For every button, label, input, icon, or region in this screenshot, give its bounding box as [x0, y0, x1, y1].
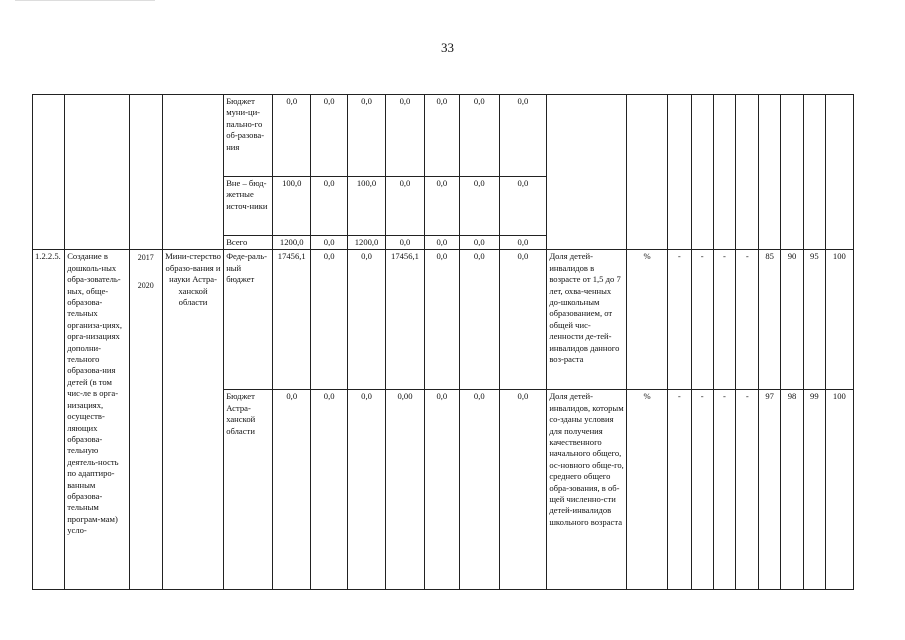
indicator-value-cell: - — [736, 390, 759, 590]
empty-cell — [547, 95, 627, 250]
indicator-cell: Доля детей-инвалидов, которым со-зданы условия для получения качественного начального общего, ос-новного обще-го, среднего общего обра-зования, в об-щей численно-сти детей-инвалидов школьного возраста — [547, 390, 627, 590]
value-cell: 0,0 — [424, 177, 459, 236]
funding-source-cell: Вне – бюд-жетные источ-ники — [224, 177, 273, 236]
value-cell: 0,0 — [311, 236, 347, 250]
value-cell: 0,0 — [311, 95, 347, 177]
value-cell: 0,0 — [273, 95, 311, 177]
year-start: 2017 — [137, 253, 154, 263]
indicator-value-cell: 85 — [759, 250, 781, 390]
empty-cell — [65, 95, 129, 250]
empty-cell — [759, 95, 781, 250]
unit-cell: % — [627, 390, 668, 590]
value-cell: 0,0 — [424, 236, 459, 250]
empty-cell — [162, 95, 223, 250]
value-cell: 0,0 — [347, 250, 385, 390]
value-cell: 0,0 — [499, 95, 547, 177]
table-row — [33, 95, 854, 177]
empty-cell — [667, 95, 691, 250]
value-cell: 0,0 — [424, 390, 459, 590]
value-cell: 0,0 — [499, 177, 547, 236]
empty-cell — [33, 95, 65, 250]
value-cell: 0,0 — [460, 390, 499, 590]
value-cell: 0,0 — [460, 250, 499, 390]
item-period-cell — [129, 250, 162, 590]
value-cell: 0,0 — [386, 236, 424, 250]
indicator-cell: Доля детей-инвалидов в возрасте от 1,5 до 7 лет, охва-ченных до-школьным образованием, от общей чис-ленности де-тей-инвалидов данного воз-раста — [547, 250, 627, 390]
empty-cell — [825, 95, 853, 250]
value-cell: 0,0 — [499, 236, 547, 250]
scan-edge-line — [15, 0, 155, 1]
value-cell: 0,0 — [347, 390, 385, 590]
value-cell: 0,0 — [311, 177, 347, 236]
value-cell: 0,0 — [424, 95, 459, 177]
value-cell: 0,0 — [311, 250, 347, 390]
value-cell: 0,0 — [386, 95, 424, 177]
indicator-value-cell: - — [667, 390, 691, 590]
indicator-value-cell: 90 — [781, 250, 804, 390]
value-cell: 100,0 — [273, 177, 311, 236]
empty-cell — [781, 95, 804, 250]
funding-source-cell: Бюджет муни-ци-пально-го об-разова-ния — [224, 95, 273, 177]
item-number-cell: 1.2.2.5. — [33, 250, 65, 590]
funding-source-cell: Бюджет Астра-ханской области — [224, 390, 273, 590]
indicator-value-cell: - — [736, 250, 759, 390]
indicator-value-cell: - — [667, 250, 691, 390]
empty-cell — [713, 95, 736, 250]
table-row — [33, 250, 854, 390]
indicator-value-cell: 98 — [781, 390, 804, 590]
indicator-value-cell: 100 — [825, 390, 853, 590]
empty-cell — [627, 95, 668, 250]
indicator-value-cell: - — [713, 250, 736, 390]
value-cell: 0,0 — [460, 177, 499, 236]
value-cell: 17456,1 — [386, 250, 424, 390]
funding-source-cell: Феде-раль-ный бюджет — [224, 250, 273, 390]
empty-cell — [736, 95, 759, 250]
funding-source-cell: Всего — [224, 236, 273, 250]
value-cell: 0,0 — [499, 390, 547, 590]
indicator-value-cell: 97 — [759, 390, 781, 590]
executor-cell: Мини-стерство образо-вания и науки Астра-ханской области — [162, 250, 223, 590]
value-cell: 1200,0 — [273, 236, 311, 250]
unit-cell: % — [627, 250, 668, 390]
empty-cell — [691, 95, 713, 250]
value-cell: 1200,0 — [347, 236, 385, 250]
value-cell: 17456,1 — [273, 250, 311, 390]
indicator-value-cell: - — [691, 250, 713, 390]
indicator-value-cell: 100 — [825, 250, 853, 390]
indicator-value-cell: 95 — [803, 250, 825, 390]
value-cell: 0,0 — [499, 250, 547, 390]
value-cell: 0,0 — [386, 177, 424, 236]
program-table — [32, 94, 854, 590]
value-cell: 0,0 — [347, 95, 385, 177]
value-cell: 100,0 — [347, 177, 385, 236]
value-cell: 0,0 — [273, 390, 311, 590]
value-cell: 0,0 — [311, 390, 347, 590]
value-cell: 0,0 — [424, 250, 459, 390]
indicator-value-cell: 99 — [803, 390, 825, 590]
page-number: 33 — [441, 40, 454, 55]
value-cell: 0,0 — [460, 236, 499, 250]
indicator-value-cell: - — [713, 390, 736, 590]
empty-cell — [803, 95, 825, 250]
value-cell: 0,00 — [386, 390, 424, 590]
year-end: 2020 — [137, 281, 154, 291]
value-cell: 0,0 — [460, 95, 499, 177]
indicator-value-cell: - — [691, 390, 713, 590]
item-name-cell: Создание в дошколь-ных обра-зователь-ных, обще-образова-тельных организа-циях, орга-низациях дополни-тельного образова-ния детей (в том чис-ле в орга-низациях, осуществ-ляющих образова-тельную деятель-ность по адаптиро-ванным образова-тельным програм-мам) усло- — [65, 250, 129, 590]
empty-cell — [129, 95, 162, 250]
